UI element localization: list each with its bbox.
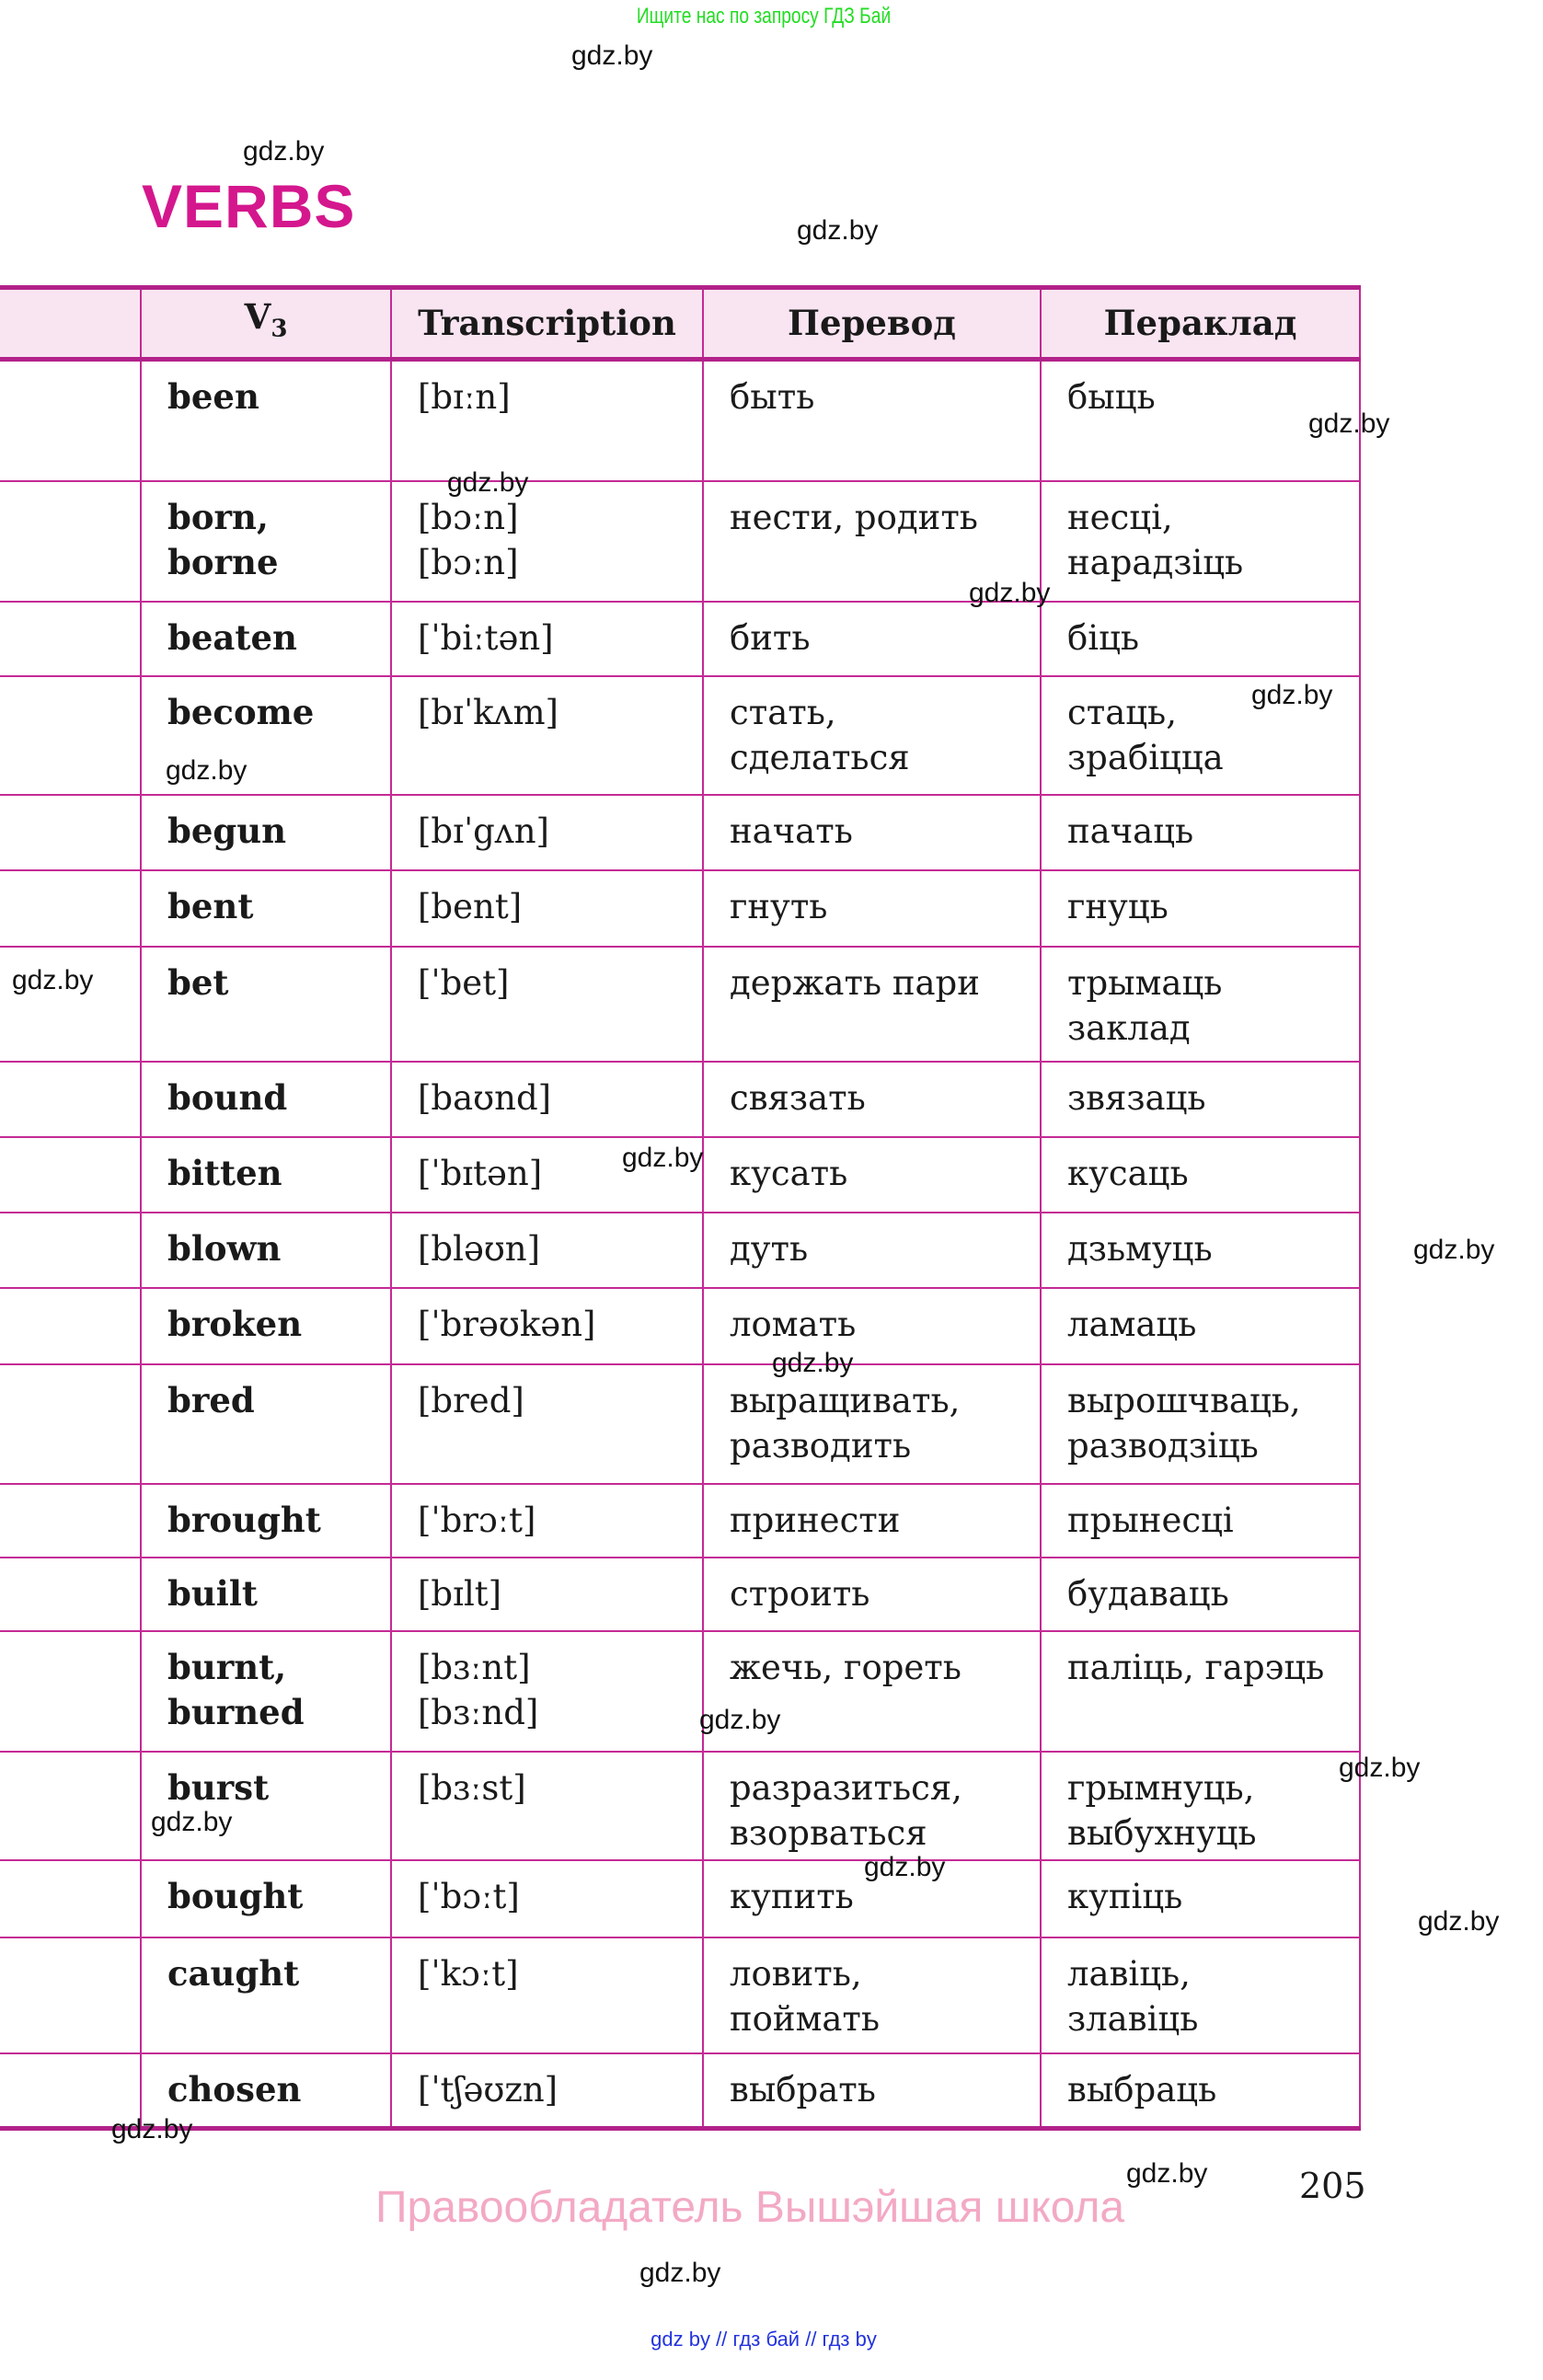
table-row — [0, 1860, 1360, 1937]
translation-ru-text: ломать — [730, 1304, 857, 1344]
transcription-text: [bɪˈgʌn] — [418, 811, 549, 851]
translation-by-text: быць — [1067, 377, 1156, 417]
transcription-cell — [391, 1860, 703, 1937]
transcription-text: [baʊnd] — [418, 1077, 552, 1118]
transcription-text: [bɜːnt] [bɜːnd] — [418, 1647, 539, 1732]
table-row — [0, 1752, 1360, 1860]
cut-cell — [0, 1364, 141, 1484]
cut-cell — [0, 947, 141, 1062]
translation-ru-text: строить — [730, 1573, 870, 1614]
transcription-text: [bɜːst] — [418, 1767, 526, 1808]
transcription-cell — [391, 1558, 703, 1631]
verb-v3-text: brought — [167, 1499, 321, 1540]
table-row — [0, 947, 1360, 1062]
translation-ru-cell — [703, 870, 1041, 947]
translation-by-cell — [1041, 1937, 1360, 2053]
transcription-cell — [391, 1937, 703, 2053]
verb-v3-cell — [141, 1937, 391, 2053]
verb-v3-cell — [141, 1364, 391, 1484]
cut-cell — [0, 1484, 141, 1558]
cut-cell — [0, 360, 141, 481]
translation-by-text: дзьмуць — [1067, 1228, 1213, 1269]
translation-by-text: лавіць, злавіць — [1067, 1953, 1199, 2039]
verb-v3-text: bet — [167, 961, 229, 1003]
transcription-text: [ˈbrəʊkən] — [418, 1304, 596, 1344]
translation-ru-cell — [703, 1062, 1041, 1137]
translation-ru-cell — [703, 1137, 1041, 1213]
transcription-cell — [391, 1062, 703, 1137]
cut-cell — [0, 676, 141, 795]
verb-v3-text: been — [167, 376, 259, 417]
verb-v3-cell — [141, 1484, 391, 1558]
translation-ru-text: быть — [730, 377, 815, 417]
translation-ru-cell — [703, 1752, 1041, 1860]
verb-v3-cell — [141, 602, 391, 676]
translation-by-text: паліць, гарэць — [1067, 1647, 1325, 1687]
cut-cell — [0, 1288, 141, 1364]
watermark: gdz.by — [1308, 408, 1390, 439]
translation-by-cell — [1041, 1364, 1360, 1484]
translation-by-text: стаць, зрабіцца — [1067, 692, 1224, 777]
header-v3-subscript: 3 — [271, 315, 288, 343]
watermark: gdz.by — [772, 1348, 854, 1378]
table-row — [0, 1364, 1360, 1484]
watermark: gdz.by — [571, 40, 653, 71]
verb-v3-cell — [141, 947, 391, 1062]
verb-v3-cell — [141, 1558, 391, 1631]
transcription-cell — [391, 1364, 703, 1484]
translation-ru-text: нести, родить — [730, 497, 978, 537]
transcription-text: [ˈkɔːt] — [418, 1953, 519, 1994]
translation-ru-text: ловить, поймать — [730, 1953, 881, 2039]
translation-ru-cell — [703, 360, 1041, 481]
verb-v3-cell — [141, 360, 391, 481]
transcription-cell — [391, 481, 703, 602]
verb-v3-text: burnt, burned — [167, 1646, 305, 1732]
transcription-text: [ˈbrɔːt] — [418, 1500, 536, 1540]
verb-v3-text: bitten — [167, 1152, 282, 1193]
translation-by-cell — [1041, 795, 1360, 870]
verb-v3-text: beaten — [167, 616, 297, 658]
translation-by-text: гнуць — [1067, 886, 1169, 926]
transcription-cell — [391, 1213, 703, 1288]
table-row — [0, 1631, 1360, 1752]
transcription-text: [bɔːn] [bɔːn] — [418, 497, 519, 582]
translation-by-cell — [1041, 481, 1360, 602]
watermark: gdz.by — [864, 1852, 946, 1882]
cut-cell — [0, 1558, 141, 1631]
translation-ru-cell — [703, 676, 1041, 795]
verb-v3-text: caught — [167, 1952, 300, 1994]
table-row — [0, 481, 1360, 602]
verb-v3-cell — [141, 1137, 391, 1213]
table-row — [0, 1558, 1360, 1631]
watermark: gdz.by — [447, 467, 529, 498]
cut-cell — [0, 1752, 141, 1860]
translation-ru-cell — [703, 2053, 1041, 2129]
watermark: gdz.by — [111, 2114, 193, 2144]
header-v3 — [141, 288, 391, 360]
verb-v3-text: broken — [167, 1303, 303, 1344]
translation-ru-cell — [703, 602, 1041, 676]
cut-cell — [0, 481, 141, 602]
translation-by-cell — [1041, 1752, 1360, 1860]
copyright-notice: Правообладатель Вышэйшая школа — [375, 2183, 1125, 2232]
cut-cell — [0, 1213, 141, 1288]
translation-by-text: вырошчваць, разводзіць — [1067, 1380, 1301, 1466]
verb-v3-text: become — [167, 691, 315, 732]
translation-by-cell — [1041, 1213, 1360, 1288]
translation-by-text: будаваць — [1067, 1573, 1229, 1614]
watermark: gdz.by — [1418, 1906, 1500, 1937]
translation-ru-text: купить — [730, 1876, 854, 1916]
table-row — [0, 602, 1360, 676]
header-v3-label: V — [244, 296, 271, 338]
table-header-row — [0, 288, 1360, 360]
translation-by-cell — [1041, 1860, 1360, 1937]
translation-ru-text: гнуть — [730, 886, 828, 926]
page-number: 205 — [1299, 2166, 1366, 2206]
translation-by-text: грымнуць, выбухнуць — [1067, 1767, 1257, 1853]
transcription-text: [bɪˈkʌm] — [418, 692, 558, 732]
table-row — [0, 795, 1360, 870]
watermark: gdz.by — [639, 2258, 721, 2288]
translation-ru-text: связать — [730, 1077, 866, 1118]
translation-ru-text: кусать — [730, 1153, 848, 1193]
watermark: gdz.by — [622, 1143, 704, 1173]
transcription-text: [bləʊn] — [418, 1228, 541, 1269]
verb-v3-cell — [141, 1860, 391, 1937]
transcription-cell — [391, 1484, 703, 1558]
watermark: gdz.by — [1413, 1235, 1495, 1265]
table-row — [0, 870, 1360, 947]
translation-ru-text: держать пари — [730, 962, 980, 1003]
translation-ru-text: начать — [730, 811, 853, 851]
translation-ru-cell — [703, 1213, 1041, 1288]
table-row — [0, 2053, 1360, 2129]
watermark: gdz.by — [1251, 680, 1333, 710]
translation-ru-text: дуть — [730, 1228, 809, 1269]
translation-by-cell — [1041, 1558, 1360, 1631]
cut-cell — [0, 1137, 141, 1213]
verb-v3-cell — [141, 481, 391, 602]
verb-v3-text: burst — [167, 1766, 270, 1808]
verb-v3-cell — [141, 795, 391, 870]
transcription-cell — [391, 795, 703, 870]
footer-links[interactable]: gdz by // гдз бай // гдз by — [651, 2328, 877, 2351]
transcription-cell — [391, 947, 703, 1062]
verb-v3-cell — [141, 1213, 391, 1288]
translation-by-text: несці, нарадзіць — [1067, 497, 1244, 582]
header-transcription: Transcription — [391, 288, 703, 360]
translation-ru-cell — [703, 1558, 1041, 1631]
translation-ru-text: жечь, гореть — [730, 1647, 961, 1687]
transcription-text: [bent] — [418, 886, 523, 926]
translation-ru-cell — [703, 795, 1041, 870]
translation-by-text: біць — [1067, 617, 1140, 658]
table-row — [0, 1213, 1360, 1288]
translation-by-cell — [1041, 1288, 1360, 1364]
transcription-cell — [391, 1288, 703, 1364]
watermark: gdz.by — [797, 215, 879, 246]
translation-ru-cell — [703, 1364, 1041, 1484]
verb-v3-text: bound — [167, 1076, 288, 1118]
transcription-cell — [391, 1631, 703, 1752]
translation-ru-text: выбрать — [730, 2069, 876, 2110]
watermark: gdz.by — [12, 965, 94, 995]
verb-v3-text: bred — [167, 1379, 255, 1420]
translation-ru-text: разразиться, взорваться — [730, 1767, 962, 1853]
translation-by-cell — [1041, 602, 1360, 676]
verb-v3-text: born, borne — [167, 496, 279, 582]
translation-ru-cell — [703, 1288, 1041, 1364]
cut-cell — [0, 1062, 141, 1137]
table-row — [0, 360, 1360, 481]
cut-cell — [0, 1631, 141, 1752]
watermark: gdz.by — [969, 578, 1051, 608]
verb-v3-text: chosen — [167, 2068, 302, 2110]
translation-ru-text: стать, сделаться — [730, 692, 910, 777]
header-peraklad: Пераклад — [1041, 288, 1360, 360]
verb-v3-cell — [141, 1752, 391, 1860]
translation-by-cell — [1041, 1484, 1360, 1558]
table-row — [0, 1937, 1360, 2053]
translation-by-text: выбраць — [1067, 2069, 1217, 2110]
watermark: gdz.by — [699, 1705, 781, 1735]
translation-ru-cell — [703, 947, 1041, 1062]
header-v2-cut — [0, 288, 141, 360]
transcription-cell — [391, 2053, 703, 2129]
cut-cell — [0, 1860, 141, 1937]
top-banner-link[interactable]: Ищите нас по запросу ГДЗ Бай — [636, 4, 892, 29]
translation-by-text: кусаць — [1067, 1153, 1189, 1193]
watermark: gdz.by — [243, 136, 325, 167]
table-row — [0, 1288, 1360, 1364]
cut-cell — [0, 602, 141, 676]
transcription-cell — [391, 870, 703, 947]
transcription-text: [ˈbet] — [418, 962, 510, 1003]
verb-v3-cell — [141, 1631, 391, 1752]
cut-cell — [0, 870, 141, 947]
transcription-text: [ˈbɔːt] — [418, 1876, 520, 1916]
translation-ru-cell — [703, 1484, 1041, 1558]
transcription-text: [bɪlt] — [418, 1573, 502, 1614]
transcription-text: [bɪːn] — [418, 377, 511, 417]
header-perevod: Перевод — [703, 288, 1041, 360]
translation-by-text: трымаць заклад — [1067, 962, 1223, 1048]
translation-by-text: ламаць — [1067, 1304, 1197, 1344]
translation-by-cell — [1041, 1062, 1360, 1137]
transcription-cell — [391, 1752, 703, 1860]
verb-v3-cell — [141, 870, 391, 947]
watermark: gdz.by — [151, 1807, 233, 1837]
cut-cell — [0, 795, 141, 870]
verb-v3-text: blown — [167, 1227, 282, 1269]
translation-by-text: пачаць — [1067, 811, 1194, 851]
transcription-cell — [391, 676, 703, 795]
verb-v3-cell — [141, 1062, 391, 1137]
translation-by-text: прынесці — [1067, 1500, 1234, 1540]
table-row — [0, 1484, 1360, 1558]
verb-v3-text: bent — [167, 885, 254, 926]
transcription-text: [ˈtʃəʊzn] — [418, 2069, 558, 2110]
translation-by-text: купіць — [1067, 1876, 1183, 1916]
translation-ru-text: выращивать, разводить — [730, 1380, 961, 1466]
translation-ru-text: бить — [730, 617, 811, 658]
translation-by-cell — [1041, 947, 1360, 1062]
page-title: VERBS — [142, 172, 356, 240]
transcription-cell — [391, 602, 703, 676]
watermark: gdz.by — [1126, 2158, 1208, 2189]
translation-ru-text: принести — [730, 1500, 901, 1540]
transcription-text: [ˈbiːtən] — [418, 617, 554, 658]
verbs-table — [0, 285, 1361, 2131]
translation-by-cell — [1041, 870, 1360, 947]
cut-cell — [0, 1937, 141, 2053]
verb-v3-text: built — [167, 1572, 258, 1614]
translation-by-cell — [1041, 2053, 1360, 2129]
verb-v3-text: bought — [167, 1875, 304, 1916]
translation-by-text: звязаць — [1067, 1077, 1206, 1118]
verb-v3-cell — [141, 1288, 391, 1364]
watermark: gdz.by — [1339, 1753, 1421, 1783]
table-row — [0, 1062, 1360, 1137]
translation-by-cell — [1041, 1631, 1360, 1752]
transcription-text: [ˈbɪtən] — [418, 1153, 543, 1193]
transcription-text: [bred] — [418, 1380, 524, 1420]
verb-v3-text: begun — [167, 810, 287, 851]
translation-ru-cell — [703, 1937, 1041, 2053]
transcription-cell — [391, 360, 703, 481]
watermark: gdz.by — [166, 755, 248, 786]
translation-by-cell — [1041, 1137, 1360, 1213]
